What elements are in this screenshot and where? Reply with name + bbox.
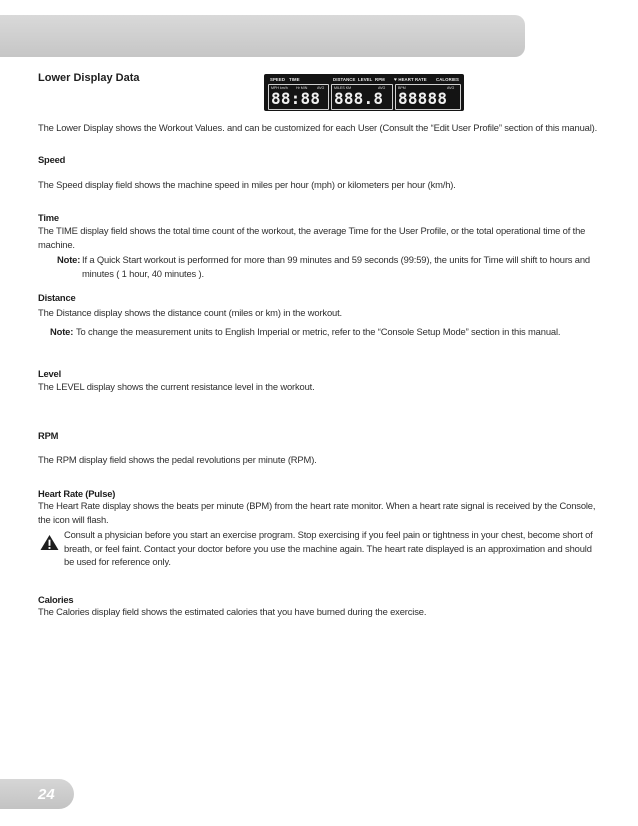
console-label-level: LEVEL — [358, 77, 373, 82]
console-digits-distance: 888.8 — [334, 89, 384, 108]
console-display-image — [264, 74, 464, 111]
level-heading: Level — [38, 368, 61, 379]
distance-note-label: Note: — [50, 326, 74, 337]
console-sub-hrmin: Hr MIN — [296, 86, 308, 90]
intro-paragraph: The Lower Display shows the Workout Values. and can be customized for each User (Consult the “Edit User Profile” section of this manual). — [38, 122, 598, 133]
console-sub-miles: MILES KM — [334, 86, 352, 90]
distance-note — [50, 325, 600, 339]
time-note-text: If a Quick Start workout is performed for more than 99 minutes and 59 seconds (99:59), the units for Time will shift to hours and minutes ( 1 hour, 40 minutes ). — [82, 254, 590, 279]
time-paragraph: The TIME display field shows the total time count of the workout, the average Time for the User Profile, or the total operational time of the machine. — [38, 225, 586, 250]
heart-icon: ♥ — [394, 77, 398, 83]
distance-heading: Distance — [38, 292, 76, 303]
header-bar — [0, 15, 525, 57]
console-label-rpm: RPM — [375, 77, 385, 82]
time-heading: Time — [38, 212, 59, 223]
console-sub-avg-2: AVG — [378, 86, 386, 90]
console-panel-heart-rate — [395, 84, 461, 110]
console-digits-heart-rate: 88888 — [398, 89, 448, 108]
calories-paragraph: The Calories display field shows the estimated calories that you have burned during the exercise. — [38, 606, 427, 617]
console-label-calories: CALORIES — [436, 77, 460, 82]
console-sub-avg-1: AVG — [317, 86, 325, 90]
time-note-label: Note: — [57, 254, 81, 265]
console-panel-speed-time — [268, 84, 329, 110]
heart-rate-paragraph: The Heart Rate display shows the beats per minute (BPM) from the heart rate monitor. When a heart rate signal is received by the Console, the icon will flash. — [38, 500, 596, 525]
heart-rate-heading: Heart Rate (Pulse) — [38, 488, 116, 499]
page-number: 24 — [38, 786, 55, 803]
heart-rate-warning: Consult a physician before you start an exercise program. Stop exercising if you feel pain or tightness in your chest, become short of breath, or feel faint. Contact your doctor before you use the machine again. The heart rate displayed is an approximation and should be used for reference only. — [64, 529, 593, 568]
page-title: Lower Display Data — [38, 72, 140, 84]
speed-heading: Speed — [38, 154, 66, 165]
console-label-time: TIME — [289, 77, 300, 82]
distance-paragraph: The Distance display shows the distance count (miles or km) in the workout. — [38, 307, 342, 318]
time-note — [57, 253, 602, 279]
distance-note-text: To change the measurement units to English Imperial or metric, refer to the “Console Setup Mode” section in this manual. — [76, 326, 561, 337]
rpm-heading: RPM — [38, 430, 59, 441]
console-sub-avg-3: AVG — [447, 86, 455, 90]
speed-paragraph: The Speed display field shows the machine speed in miles per hour (mph) or kilometers per hour (km/h). — [38, 179, 456, 190]
console-digits-time: 88:88 — [271, 89, 321, 108]
console-label-speed: SPEED — [270, 77, 286, 82]
console-sub-mph: MPH km/h — [271, 86, 288, 90]
warning-icon — [40, 534, 59, 551]
console-label-distance: DISTANCE — [333, 77, 356, 82]
console-sub-bpm: BPM — [398, 86, 406, 90]
console-label-heart-rate: HEART RATE — [398, 77, 427, 82]
rpm-paragraph: The RPM display field shows the pedal revolutions per minute (RPM). — [38, 454, 317, 465]
calories-heading: Calories — [38, 594, 74, 605]
level-paragraph: The LEVEL display shows the current resistance level in the workout. — [38, 381, 315, 392]
console-panel-distance — [331, 84, 393, 110]
page-number-tab — [0, 779, 74, 809]
